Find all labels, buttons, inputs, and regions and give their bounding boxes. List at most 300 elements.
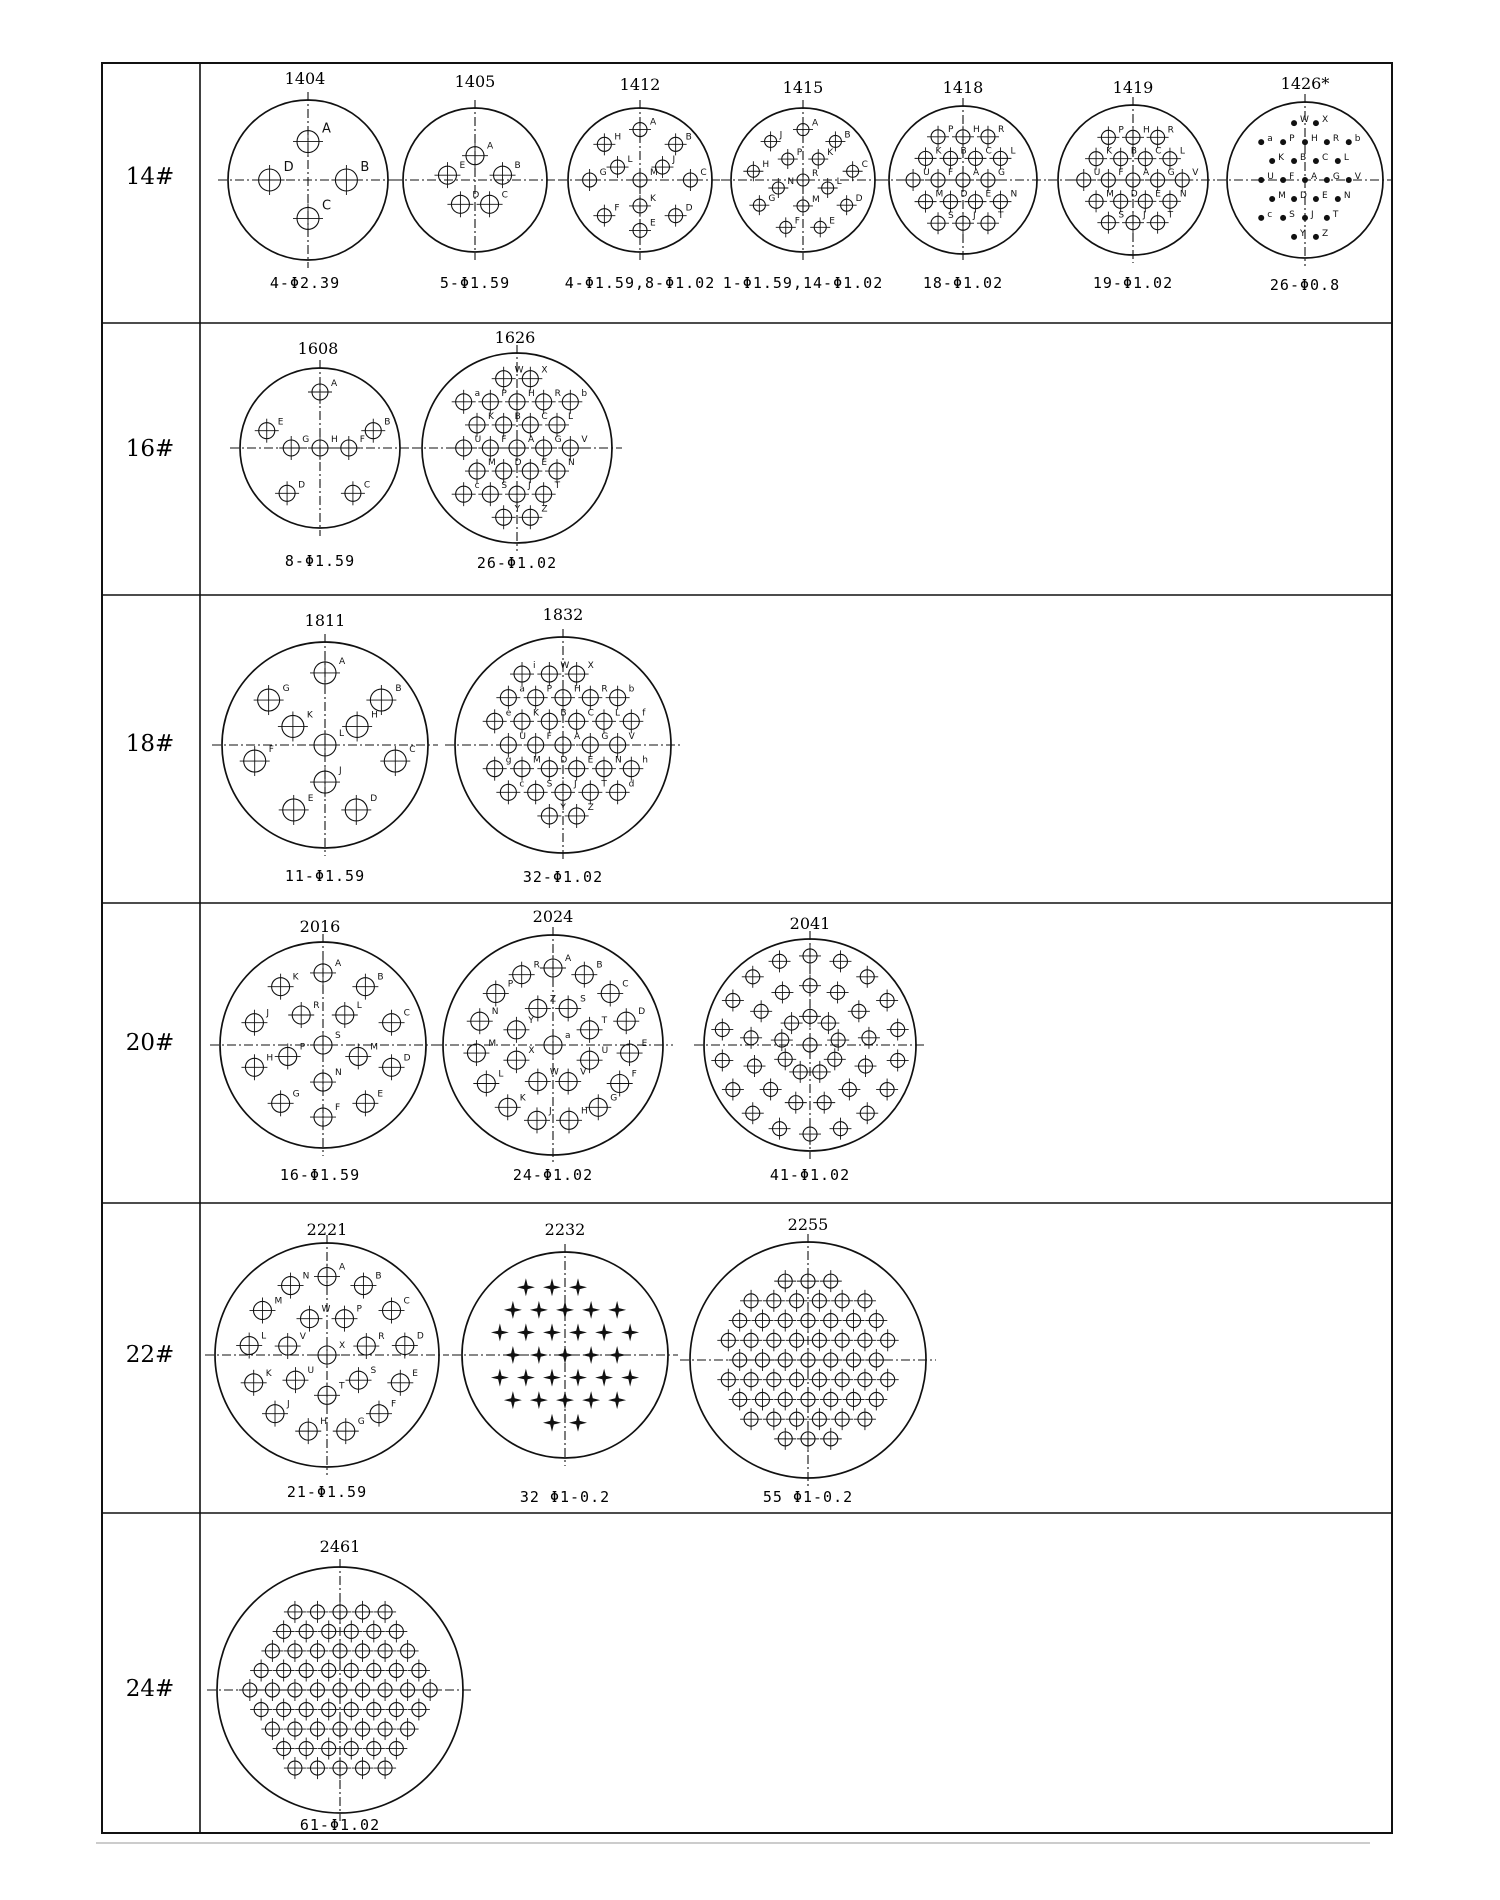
connector-code: 1419 [1112, 78, 1154, 97]
row-label: 18# [125, 731, 175, 757]
contact-star [569, 1369, 587, 1387]
connector-2232 [452, 1220, 678, 1506]
pin-layout-diagram [1217, 94, 1393, 266]
contact-label: T [601, 779, 607, 790]
contact-label: T [1167, 210, 1174, 221]
contact-label: R [1332, 134, 1340, 145]
contact-label: B [1130, 146, 1137, 157]
row-label: 16# [125, 436, 175, 462]
contact-dot [1335, 158, 1341, 164]
contact-label: B [377, 972, 384, 983]
contact-label: Y [528, 1015, 534, 1026]
contact-label: H [581, 1106, 588, 1117]
contact-label: e [505, 708, 512, 719]
pin-layout-diagram [680, 1234, 936, 1486]
contact-star [595, 1369, 613, 1387]
contact-star [543, 1278, 561, 1296]
contact-label: P [948, 124, 954, 135]
contact-label: P [507, 979, 514, 990]
connector-code: 2024 [532, 907, 574, 926]
contact-star [517, 1278, 535, 1296]
contact-label: F [390, 1399, 397, 1410]
contact-label: B [960, 146, 967, 157]
contact-label: D [1300, 190, 1307, 201]
connector-code: 2016 [299, 917, 341, 936]
contact-label: B [360, 160, 370, 175]
contact-label: G [282, 684, 290, 695]
connector-code: 2232 [544, 1220, 586, 1239]
contact-label: L [567, 411, 574, 422]
contact-label: F [501, 435, 507, 445]
contact-label: D [638, 1007, 646, 1018]
contact-label: G [1167, 168, 1175, 178]
pin-layout-diagram [210, 934, 436, 1156]
connector-code: 2041 [789, 914, 831, 933]
connector-spec: 11-Φ1.59 [284, 867, 366, 885]
contact-label: Z [1321, 228, 1329, 239]
contact-label: T [339, 1381, 345, 1392]
contact-label: b [628, 684, 635, 695]
contact-star [556, 1346, 574, 1364]
contact-dot [1335, 196, 1341, 202]
contact-label: Y [1300, 228, 1306, 239]
contact-label: D [560, 755, 568, 766]
contact-label: M [812, 194, 820, 205]
contact-dot [1291, 120, 1297, 126]
connector-code: 1426* [1280, 74, 1330, 93]
contact-label: H [762, 160, 770, 171]
contact-label: E [587, 755, 594, 766]
contact-label: C [861, 160, 868, 171]
contact-label: R [313, 1001, 320, 1012]
contact-star [608, 1301, 626, 1319]
contact-label: K [265, 1368, 272, 1379]
contact-label: H [973, 124, 980, 135]
contact-label: K [533, 708, 539, 719]
connector-spec: 26-Φ1.02 [476, 554, 558, 572]
pin-layout-diagram [452, 1244, 678, 1466]
connector-1404 [218, 69, 398, 292]
contact-label: S [1118, 210, 1125, 221]
contact-star [530, 1391, 548, 1409]
pin-layout-diagram [721, 100, 885, 260]
contact-label: C [700, 168, 707, 178]
connector-code: 1405 [454, 72, 496, 91]
contact-star [530, 1301, 548, 1319]
contact-label: K [935, 146, 942, 157]
contact-label: M [488, 1039, 497, 1050]
contact-label: d [628, 779, 635, 790]
contact-label: H [574, 684, 581, 695]
contact-label: D [514, 458, 522, 469]
contact-label: C [322, 198, 332, 214]
contact-label: L [1010, 146, 1016, 157]
contact-label: U [519, 732, 526, 742]
row-18 [126, 731, 175, 757]
contact-label: T [554, 481, 561, 492]
contact-label: X [339, 1341, 346, 1351]
contact-label: B [560, 708, 567, 719]
connector-code: 1811 [304, 611, 346, 630]
contact-label: X [528, 1046, 535, 1057]
contact-label: A [528, 435, 535, 445]
contact-label: H [528, 388, 535, 399]
contact-label: E [1321, 190, 1328, 201]
contact-label: C [363, 480, 371, 491]
contact-label: F [1118, 168, 1124, 178]
contact-label: C [1321, 153, 1329, 164]
contact-label: H [1311, 134, 1318, 145]
contact-dot [1302, 215, 1308, 221]
contact-label: a [474, 388, 481, 399]
contact-label: H [320, 1417, 328, 1428]
contact-label: C [587, 708, 594, 719]
pin-layout-diagram [879, 98, 1047, 262]
contact-label: K [292, 972, 299, 983]
contact-label: G [554, 435, 562, 445]
contact-label: c [1267, 209, 1273, 220]
contact-dot [1302, 139, 1308, 145]
contact-label: S [546, 779, 553, 790]
contact-label: P [546, 684, 553, 695]
contact-label: V [299, 1332, 306, 1343]
contact-label: J [1143, 210, 1146, 221]
contact-label: F [546, 732, 552, 742]
contact-label: F [948, 168, 954, 178]
connector-code: 1404 [284, 69, 326, 88]
row-14 [126, 164, 175, 190]
pin-layout-diagram [230, 360, 410, 536]
pin-layout-diagram [212, 634, 438, 856]
contact-label: N [614, 755, 622, 766]
contact-label: A [339, 1262, 346, 1273]
contact-label: C [1155, 146, 1162, 157]
row-label: 24# [125, 1676, 175, 1702]
contact-label: P [501, 388, 507, 399]
contact-dot [1280, 139, 1286, 145]
contact-label: U [923, 168, 930, 178]
contact-star [543, 1414, 561, 1432]
contact-label: A [574, 732, 581, 742]
contact-label: L [1343, 153, 1349, 164]
contact-star [517, 1369, 535, 1387]
contact-label: T [997, 211, 1004, 222]
table-border [102, 63, 1392, 1833]
contact-label: K [650, 193, 656, 204]
contact-label: Z [587, 802, 594, 813]
contact-label: F [359, 435, 365, 445]
contact-label: A [650, 117, 657, 128]
row-22 [126, 1342, 175, 1368]
contact-dot [1346, 177, 1352, 183]
contact-label: M [1106, 189, 1114, 200]
contact-label: P [299, 1042, 306, 1053]
contact-dot [1280, 215, 1286, 221]
contact-label: B [844, 130, 851, 141]
contact-label: L [339, 729, 345, 739]
contact-label: S [580, 994, 586, 1005]
contact-dot [1313, 158, 1319, 164]
contact-label: P [356, 1304, 362, 1315]
connector-spec: 21-Φ1.59 [286, 1483, 368, 1501]
connector-code: 1415 [782, 78, 824, 97]
contact-label: C [409, 745, 416, 756]
contact-label: U [307, 1366, 315, 1377]
contact-star [556, 1391, 574, 1409]
contact-label: C [501, 190, 508, 201]
contact-label: M [488, 458, 496, 469]
contact-label: J [339, 766, 342, 777]
contact-label: L [261, 1331, 267, 1342]
contact-label: J [1311, 209, 1314, 220]
contact-label: M [274, 1296, 283, 1307]
contact-label: h [642, 755, 649, 766]
contact-label: B [375, 1271, 382, 1282]
connector-1832 [445, 605, 681, 886]
contact-label: F [794, 216, 800, 227]
contact-label: i [533, 661, 536, 672]
contact-label: S [501, 481, 508, 492]
contact-label: A [335, 958, 342, 969]
pin-layout-diagram [412, 345, 622, 551]
connector-1419 [1048, 78, 1218, 292]
contact-dot [1302, 177, 1308, 183]
contact-label: B [384, 417, 391, 428]
contact-star [504, 1301, 522, 1319]
row-label: 22# [125, 1342, 175, 1368]
contact-label: J [528, 481, 531, 492]
connector-spec: 32 Φ1-0.2 [519, 1488, 611, 1506]
contact-label: N [335, 1068, 342, 1079]
contact-label: G [1332, 172, 1340, 182]
contact-label: D [1130, 189, 1138, 200]
contact-label: G [599, 168, 607, 178]
contact-label: C [403, 1008, 410, 1019]
connector-spec: 32-Φ1.02 [522, 868, 604, 886]
contact-label: G [357, 1417, 365, 1428]
contact-label: S [335, 1031, 341, 1041]
connector-code: 1418 [942, 78, 984, 97]
contact-label: a [565, 1031, 571, 1041]
connector-1426 [1217, 74, 1393, 294]
contact-label: E [307, 793, 314, 804]
contact-label: E [459, 161, 466, 172]
contact-label: P [1118, 125, 1124, 136]
contact-label: W [560, 661, 570, 672]
contact-label: C [622, 979, 629, 990]
contact-label: K [519, 1093, 526, 1104]
contact-dot [1313, 196, 1319, 202]
contact-star [621, 1369, 639, 1387]
contact-dot [1324, 177, 1330, 183]
contact-label: N [1343, 190, 1351, 201]
contact-label: W [514, 365, 524, 376]
connector-spec: 55 Φ1-0.2 [762, 1488, 854, 1506]
contact-label: K [1278, 153, 1285, 164]
connector-1608 [230, 339, 410, 570]
contact-label: D [960, 189, 968, 200]
connector-1412 [558, 75, 722, 292]
pin-layout-diagram [205, 1235, 449, 1475]
contact-label: F [1289, 172, 1295, 182]
contact-dot [1324, 139, 1330, 145]
contact-label: D [855, 194, 863, 205]
contact-label: M [1278, 190, 1286, 201]
contact-label: B [1300, 153, 1307, 164]
contact-star [504, 1346, 522, 1364]
contact-label: J [548, 1106, 552, 1117]
contact-label: H [1143, 125, 1150, 136]
contact-label: U [1093, 168, 1101, 178]
contact-label: K [827, 148, 834, 159]
contact-label: g [505, 755, 512, 766]
connector-spec: 4-Φ1.59,8-Φ1.02 [564, 274, 716, 292]
contact-star [569, 1323, 587, 1341]
connector-1811 [212, 611, 438, 885]
contact-label: E [650, 218, 656, 229]
contact-label: W [549, 1067, 559, 1078]
connector-1418 [879, 78, 1047, 292]
contact-star [595, 1323, 613, 1341]
pin-layout-diagram [218, 92, 398, 268]
contact-label: J [574, 779, 577, 790]
contact-label: F [631, 1069, 637, 1080]
contact-label: G [610, 1093, 618, 1104]
contact-label: V [628, 732, 635, 742]
pin-layout-diagram [1048, 97, 1218, 263]
contact-label: R [997, 124, 1005, 135]
contact-dot [1269, 196, 1275, 202]
contact-label: N [787, 177, 795, 188]
contact-label: V [581, 435, 588, 445]
contact-dot [1313, 234, 1319, 240]
connector-spec: 1-Φ1.59,14-Φ1.02 [722, 274, 884, 292]
pin-layout-diagram [207, 1559, 473, 1821]
connector-code: 2221 [306, 1220, 348, 1239]
contact-star [569, 1414, 587, 1432]
contact-label: b [581, 388, 588, 399]
connector-spec: 8-Φ1.59 [284, 552, 356, 570]
contact-label: c [474, 481, 480, 492]
connector-2016 [210, 917, 436, 1184]
contact-label: H [331, 435, 338, 445]
contact-label: N [1010, 189, 1018, 200]
connector-spec: 26-Φ0.8 [1269, 276, 1341, 294]
connector-2041 [694, 914, 926, 1184]
contact-label: B [685, 132, 692, 143]
contact-label: R [378, 1332, 385, 1343]
contact-label: Z [549, 994, 557, 1005]
contact-label: A [565, 954, 572, 964]
connector-code: 1832 [542, 605, 584, 624]
connector-2024 [433, 907, 673, 1184]
contact-label: U [601, 1046, 609, 1057]
connector-1415 [721, 78, 885, 292]
contact-star [569, 1278, 587, 1296]
contact-label: B [596, 960, 603, 971]
contact-label: G [997, 168, 1005, 178]
contact-label: N [302, 1271, 310, 1282]
connector-code: 2461 [319, 1537, 361, 1556]
contact-label: G [302, 435, 310, 445]
row-label: 20# [125, 1030, 175, 1056]
contact-label: W [321, 1304, 331, 1315]
contact-dot [1280, 177, 1286, 183]
contact-label: L [1179, 146, 1185, 157]
contact-label: E [1155, 189, 1161, 200]
contact-label: U [1267, 172, 1274, 182]
contact-label: Z [541, 504, 548, 515]
pin-layout-diagram [393, 100, 557, 260]
contact-label: T [601, 1015, 608, 1026]
contact-dot [1313, 120, 1319, 126]
contact-star [491, 1323, 509, 1341]
connector-spec: 4-Φ2.39 [269, 274, 341, 292]
contact-label: E [541, 458, 548, 469]
contact-dot [1258, 139, 1264, 145]
contact-label: B [395, 684, 402, 695]
connector-2255 [680, 1215, 936, 1506]
connector-spec: 19-Φ1.02 [1092, 274, 1174, 292]
pin-layout-diagram [694, 931, 926, 1159]
contact-star [556, 1301, 574, 1319]
contact-label: Y [514, 504, 521, 515]
pin-layout-diagram [445, 629, 681, 861]
contact-label: C [403, 1296, 410, 1307]
contact-label: J [973, 211, 976, 222]
contact-dot [1324, 215, 1330, 221]
connector-code: 1412 [619, 75, 661, 94]
contact-label: H [371, 710, 378, 721]
row-16 [126, 436, 175, 462]
connector-code: 1608 [297, 339, 339, 358]
connector-spec: 5-Φ1.59 [439, 274, 511, 292]
table-frame [96, 63, 1392, 1843]
contact-label: R [1167, 125, 1174, 136]
contact-dot [1291, 158, 1297, 164]
contact-label: R [533, 960, 540, 971]
contact-label: K [306, 710, 313, 721]
contact-label: P [1289, 134, 1295, 145]
contact-label: A [1311, 172, 1318, 182]
contact-label: N [567, 458, 575, 469]
contact-label: U [474, 435, 482, 445]
contact-label: L [836, 177, 842, 188]
connector-spec: 41-Φ1.02 [769, 1166, 851, 1184]
contact-label: F [268, 745, 274, 756]
connector-2221 [205, 1220, 449, 1501]
contact-label: M [533, 755, 541, 766]
contact-label: C [985, 146, 992, 157]
contact-dot [1269, 158, 1275, 164]
contact-label: H [266, 1053, 274, 1064]
contact-label: X [541, 365, 548, 376]
contact-label: X [587, 661, 594, 672]
connector-spec: 24-Φ1.02 [512, 1166, 594, 1184]
contact-dot [1258, 215, 1264, 221]
contact-label: C [541, 411, 548, 422]
contact-star [543, 1323, 561, 1341]
contact-star [504, 1391, 522, 1409]
contact-label: R [812, 169, 819, 179]
contact-label: Y [560, 802, 566, 813]
contact-label: A [322, 121, 331, 137]
contact-label: M [370, 1042, 379, 1053]
connector-1405 [393, 72, 557, 292]
contact-label: a [1267, 134, 1273, 145]
contact-label: E [277, 417, 284, 428]
contact-dot [1346, 139, 1352, 145]
